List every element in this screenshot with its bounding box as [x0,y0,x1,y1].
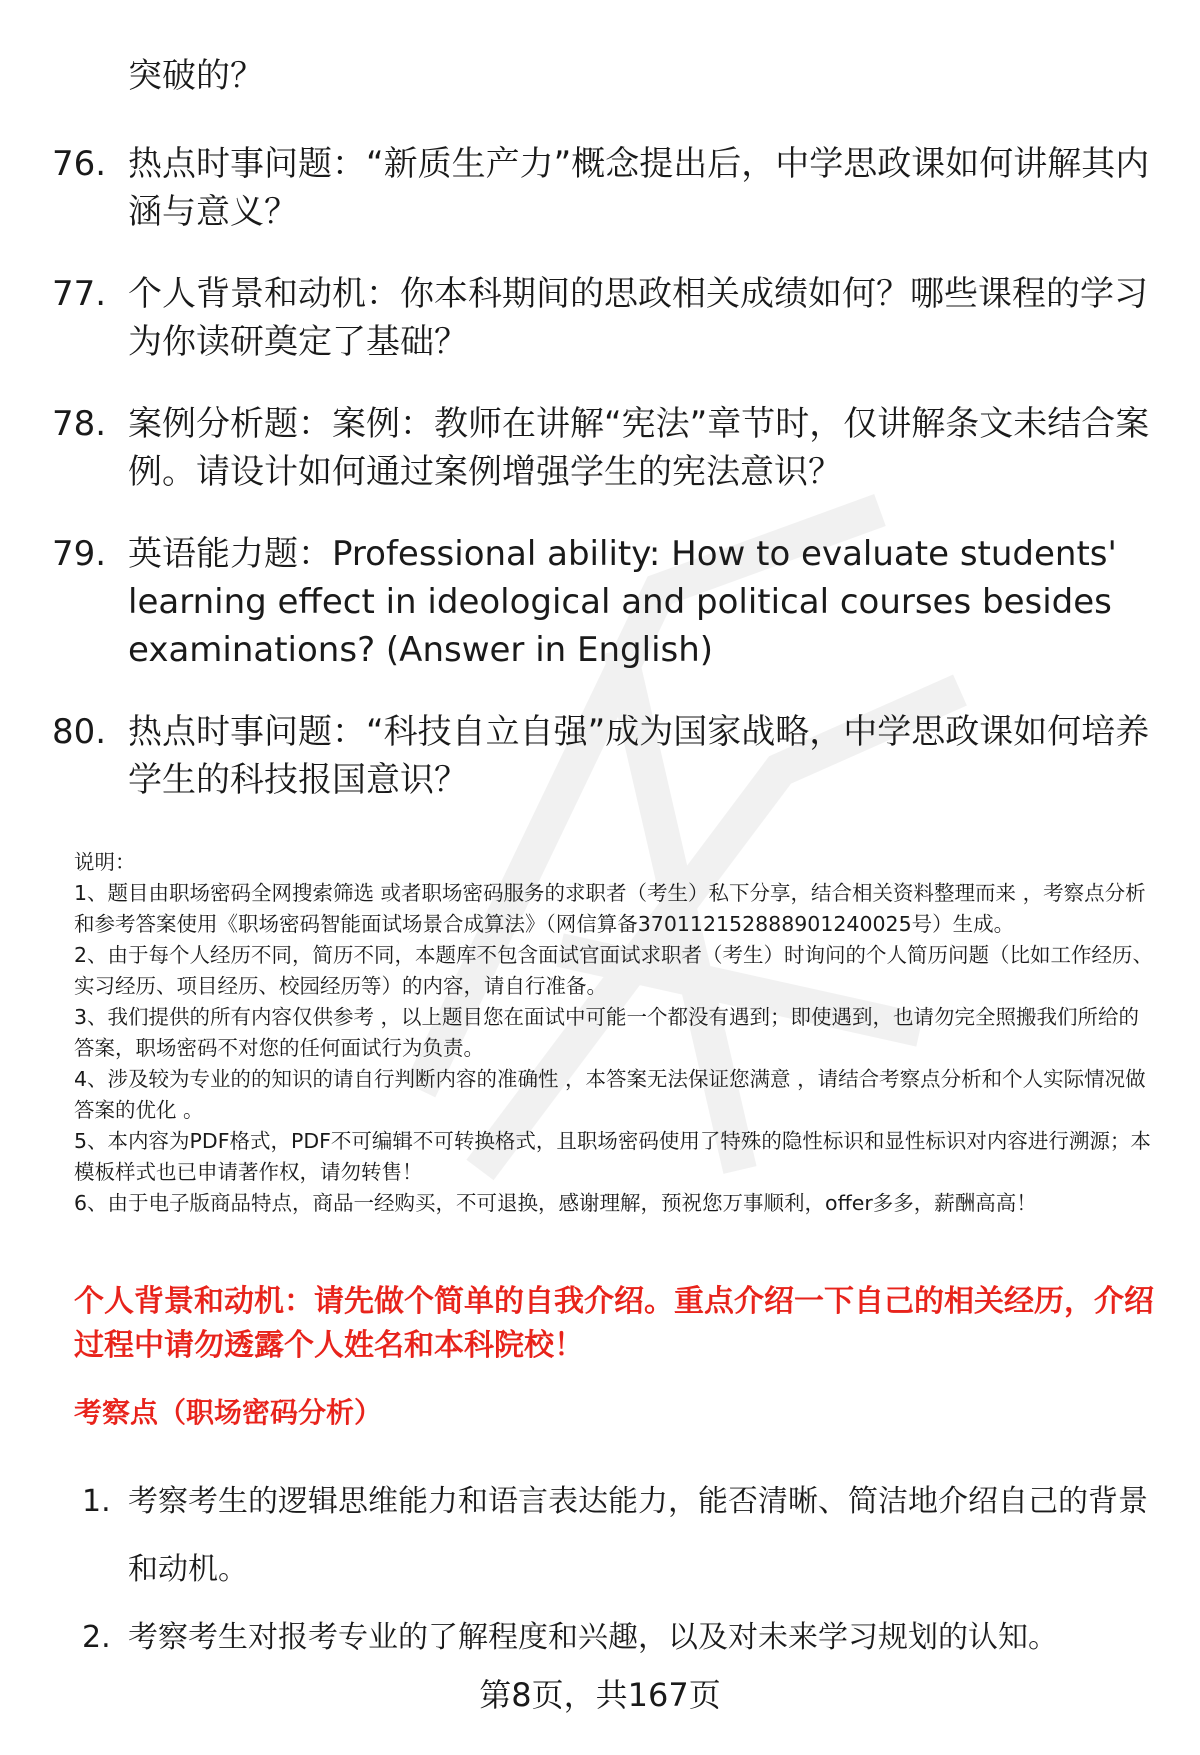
question-item [52,400,1150,496]
question-item [52,270,1150,366]
question-item [52,530,1150,674]
note-item: 5、本内容为PDF格式，PDF不可编辑不可转换格式，且职场密码使用了特殊的隐性标识和显性标识对内容进行溯源；本模板样式也已申请著作权，请勿转售！ [74,1129,1151,1184]
note-item: 2、由于每个人经历不同，简历不同，本题库不包含面试官面试求职者（考生）时询问的个人简历问题（比如工作经历、实习经历、项目经历、校园经历等）的内容，请自行准备。 [74,943,1154,998]
page-footer: 第8页，共167页 [479,1676,721,1714]
point-text: 考察考生对报考专业的了解程度和兴趣，以及对未来学习规划的认知。 [128,1620,1058,1655]
question-number: 79. [52,534,107,574]
question-list [52,140,1150,838]
question-item [52,708,1150,804]
question-item [52,140,1150,236]
question-text: 案例分析题：案例：教师在讲解“宪法”章节时，仅讲解条文未结合案例。请设计如何通过案例增强学生的宪法意识？ [128,404,1150,492]
question-text: 热点时事问题：“科技自立自强”成为国家战略，中学思政课如何培养学生的科技报国意识？ [128,712,1150,800]
question-text: 英语能力题：Professional ability: How to evaluate students' learning effect in ideological and political courses besides examinations? (Answer in English) [128,534,1117,670]
question-text: 个人背景和动机：你本科期间的思政相关成绩如何？哪些课程的学习为你读研奠定了基础？ [128,274,1148,362]
analysis-point [82,1604,1152,1672]
featured-question: 个人背景和动机：请先做个简单的自我介绍。重点介绍一下自己的相关经历，介绍过程中请勿透露个人姓名和本科院校！ [74,1284,1154,1363]
intro-continuation: 突破的？ [128,56,264,96]
analysis-points [82,1468,1152,1672]
analysis-point [82,1468,1152,1604]
question-number: 76. [52,144,107,184]
point-number: 1. [82,1484,111,1519]
question-text: 热点时事问题：“新质生产力”概念提出后，中学思政课如何讲解其内涵与意义？ [128,144,1150,232]
analysis-heading: 考察点（职场密码分析） [74,1396,383,1429]
note-item: 1、题目由职场密码全网搜索筛选 或者职场密码服务的求职者（考生）私下分享，结合相关资料整理而来 ，考察点分析和参考答案使用《职场密码智能面试场景合成算法》（网信算备370112152888901240025号）生成。 [74,881,1146,936]
note-item: 4、涉及较为专业的的知识的请自行判断内容的准确性 ，本答案无法保证您满意 ，请结合考察点分析和个人实际情况做答案的优化 。 [74,1067,1146,1122]
note-item: 3、我们提供的所有内容仅供参考 ，以上题目您在面试中可能一个都没有遇到；即使遇到，也请勿完全照搬我们所给的答案，职场密码不对您的任何面试行为负责。 [74,1005,1140,1060]
point-number: 2. [82,1620,111,1655]
note-item: 6、由于电子版商品特点，商品一经购买，不可退换，感谢理解，预祝您万事顺利，offer多多，薪酬高高！ [74,1191,1037,1215]
question-number: 80. [52,712,107,752]
question-number: 77. [52,274,107,314]
point-text: 考察考生的逻辑思维能力和语言表达能力，能否清晰、简洁地介绍自己的背景和动机。 [128,1484,1148,1587]
notes-section [74,847,1154,1219]
notes-title: 说明： [74,850,136,874]
question-number: 78. [52,404,107,444]
